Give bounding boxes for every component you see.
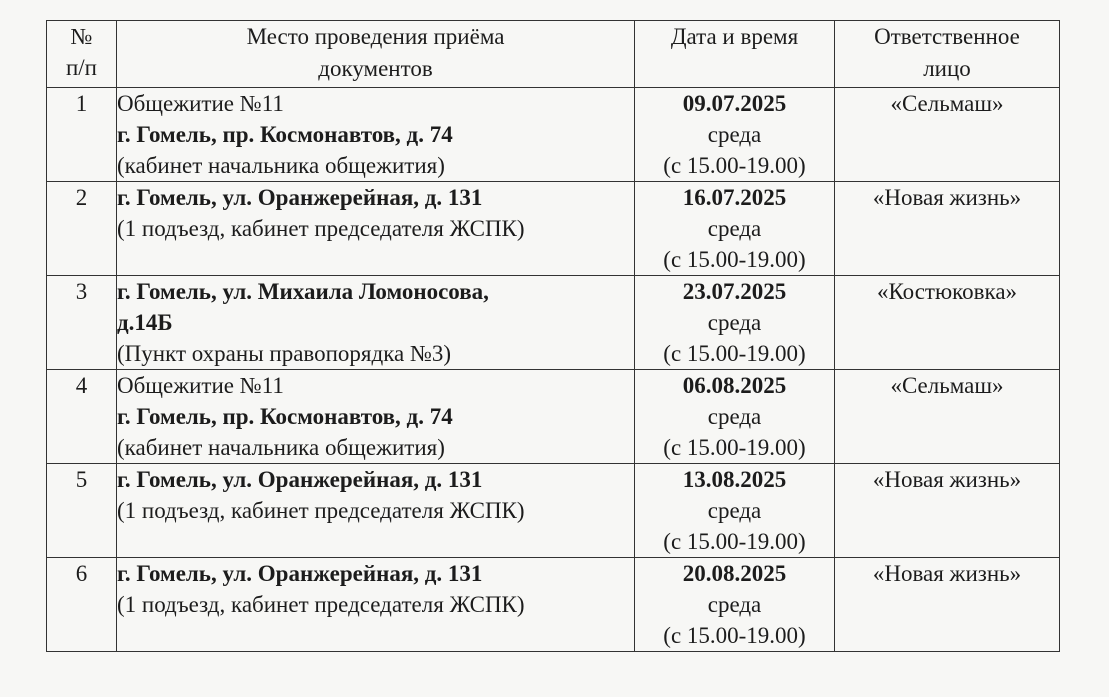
place-address: г. Гомель, ул. Михаила Ломоносова, <box>117 279 489 304</box>
header-row <box>47 21 1060 88</box>
row-date-time <box>635 464 835 558</box>
table-row <box>47 276 1060 370</box>
table-row <box>47 182 1060 276</box>
header-responsible-line2: лицо <box>923 56 971 81</box>
row-place <box>117 276 635 370</box>
place-address: г. Гомель, пр. Космонавтов, д. 74 <box>117 122 453 147</box>
date-value: 09.07.2025 <box>682 91 787 116</box>
place-address: г. Гомель, ул. Оранжерейная, д. 131 <box>117 185 483 210</box>
date-value: 06.08.2025 <box>682 373 787 398</box>
row-place <box>117 464 635 558</box>
place-note: (кабинет начальника общежития) <box>117 153 445 178</box>
table-row <box>47 370 1060 464</box>
header-number-line2: п/п <box>65 55 97 80</box>
time-range: (с 15.00-19.00) <box>663 247 806 272</box>
header-place <box>117 21 635 88</box>
place-note: (1 подъезд, кабинет председателя ЖСПК) <box>117 498 525 523</box>
row-responsible: «Новая жизнь» <box>835 464 1060 558</box>
header-place-line2: документов <box>318 56 433 81</box>
weekday-value: среда <box>707 310 762 335</box>
row-place <box>117 88 635 182</box>
time-range: (с 15.00-19.00) <box>663 529 806 554</box>
row-number: 6 <box>47 558 117 652</box>
row-number: 5 <box>47 464 117 558</box>
place-note: (1 подъезд, кабинет председателя ЖСПК) <box>117 216 525 241</box>
row-number: 1 <box>47 88 117 182</box>
header-responsible <box>835 21 1060 88</box>
row-number: 2 <box>47 182 117 276</box>
row-date-time <box>635 182 835 276</box>
header-responsible-line1: Ответственное <box>874 24 1020 49</box>
row-responsible: «Сельмаш» <box>835 370 1060 464</box>
table-row <box>47 558 1060 652</box>
place-address: г. Гомель, ул. Оранжерейная, д. 131 <box>117 467 483 492</box>
date-value: 16.07.2025 <box>682 185 787 210</box>
row-place <box>117 182 635 276</box>
date-value: 23.07.2025 <box>682 279 787 304</box>
place-note: (кабинет начальника общежития) <box>117 435 445 460</box>
table-body <box>47 88 1060 652</box>
row-place <box>117 558 635 652</box>
table-header <box>47 21 1060 88</box>
row-responsible: «Костюковка» <box>835 276 1060 370</box>
header-date-text: Дата и время <box>670 24 799 49</box>
header-date <box>635 21 835 88</box>
row-date-time <box>635 88 835 182</box>
row-responsible: «Новая жизнь» <box>835 558 1060 652</box>
place-address: г. Гомель, пр. Космонавтов, д. 74 <box>117 404 453 429</box>
weekday-value: среда <box>707 498 762 523</box>
table-row <box>47 88 1060 182</box>
time-range: (с 15.00-19.00) <box>663 341 806 366</box>
weekday-value: среда <box>707 404 762 429</box>
row-number: 4 <box>47 370 117 464</box>
place-address: г. Гомель, ул. Оранжерейная, д. 131 <box>117 561 483 586</box>
row-number: 3 <box>47 276 117 370</box>
time-range: (с 15.00-19.00) <box>663 153 806 178</box>
row-date-time <box>635 558 835 652</box>
table-row <box>47 464 1060 558</box>
row-date-time <box>635 276 835 370</box>
header-number-line1: № <box>70 24 93 49</box>
date-value: 13.08.2025 <box>682 467 787 492</box>
place-note: Общежитие №11 <box>117 373 284 398</box>
schedule-table <box>46 20 1060 652</box>
row-responsible: «Новая жизнь» <box>835 182 1060 276</box>
row-date-time <box>635 370 835 464</box>
place-address: д.14Б <box>117 310 173 335</box>
header-place-line1: Место проведения приёма <box>246 24 505 49</box>
date-value: 20.08.2025 <box>682 561 787 586</box>
header-number <box>47 21 117 88</box>
place-note: Общежитие №11 <box>117 91 284 116</box>
row-responsible: «Сельмаш» <box>835 88 1060 182</box>
time-range: (с 15.00-19.00) <box>663 435 806 460</box>
place-note: (Пункт охраны правопорядка №3) <box>117 341 452 366</box>
time-range: (с 15.00-19.00) <box>663 623 806 648</box>
weekday-value: среда <box>707 216 762 241</box>
row-place <box>117 370 635 464</box>
place-note: (1 подъезд, кабинет председателя ЖСПК) <box>117 592 525 617</box>
weekday-value: среда <box>707 592 762 617</box>
weekday-value: среда <box>707 122 762 147</box>
